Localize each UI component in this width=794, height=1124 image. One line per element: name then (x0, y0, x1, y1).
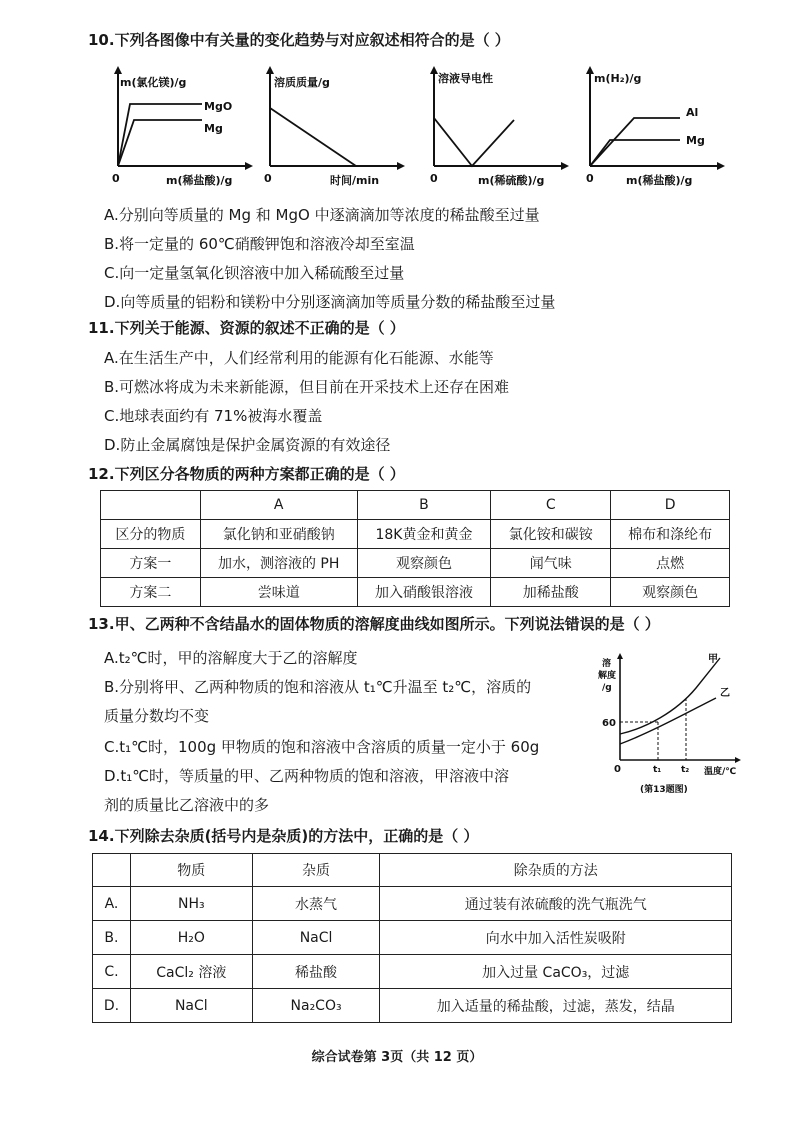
q10-graph-3 (420, 64, 570, 190)
graph3-origin: 0 (430, 172, 438, 185)
q13-xlabel: 温度/℃ (704, 767, 737, 777)
q12-stem: 12.下列区分各物质的两种方案都正确的是（ ） (88, 465, 405, 483)
table-cell: 水蒸气 (252, 887, 380, 921)
q13-t1: t₁ (653, 765, 662, 775)
q11-stem: 11.下列关于能源、资源的叙述不正确的是（ ） (88, 319, 405, 337)
table-cell: 点燃 (611, 549, 730, 578)
series-mgo-line (118, 104, 202, 166)
q13-origin: 0 (614, 764, 621, 775)
series-mg-line (590, 140, 680, 166)
table-row (93, 989, 732, 1023)
graph1-series-mgo: MgO (204, 100, 233, 113)
q13-option-d: D.t₁℃时，等质量的甲、乙两种物质的饱和溶液，甲溶液中溶 (104, 767, 510, 785)
table-cell: 物质 (130, 854, 252, 887)
graph4-series-mg: Mg (686, 134, 705, 147)
table-cell: 观察颜色 (611, 578, 730, 607)
table-cell: 氯化铵和碳铵 (491, 520, 611, 549)
graph4-origin: 0 (586, 172, 594, 185)
table-row (93, 887, 732, 921)
table-cell: 稀盐酸 (252, 955, 380, 989)
table-cell: NaCl (130, 989, 252, 1023)
table-cell: H₂O (130, 921, 252, 955)
series-yi-curve (620, 698, 716, 744)
q10-option-c: C.向一定量氢氧化钡溶液中加入稀硫酸至过量 (104, 264, 405, 282)
table-cell: 加入适量的稀盐酸，过滤，蒸发，结晶 (380, 989, 732, 1023)
graph3-xlabel: m(稀硫酸)/g (478, 174, 545, 187)
graph1-series-mg: Mg (204, 122, 223, 135)
q13-series-yi: 乙 (720, 688, 730, 699)
graph1-origin: 0 (112, 172, 120, 185)
table-row (101, 578, 730, 607)
q12-table (100, 490, 730, 607)
table-cell: B. (93, 921, 131, 955)
table-cell: 除杂质的方法 (380, 854, 732, 887)
series-mg-line (118, 120, 202, 166)
table-cell: 尝味道 (200, 578, 357, 607)
table-row (93, 955, 732, 989)
q11-option-b: B.可燃冰将成为未来新能源，但目前在开采技术上还存在困难 (104, 378, 510, 396)
q13-option-d-cont: 剂的质量比乙溶液中的多 (104, 796, 270, 814)
table-cell: 加稀盐酸 (491, 578, 611, 607)
q10-option-d: D.向等质量的铝粉和镁粉中分别逐滴滴加等质量分数的稀盐酸至过量 (104, 293, 556, 311)
table-cell: Na₂CO₃ (252, 989, 380, 1023)
q13-t2: t₂ (681, 765, 690, 775)
table-header-row (93, 854, 732, 887)
q13-option-b: B.分别将甲、乙两种物质的饱和溶液从 t₁℃升温至 t₂℃，溶质的 (104, 678, 532, 696)
conductivity-line (434, 118, 514, 166)
q13-series-jia: 甲 (708, 654, 718, 665)
graph4-ylabel: m(H₂)/g (594, 72, 642, 85)
table-cell: 氯化钠和亚硝酸钠 (200, 520, 357, 549)
q13-option-b-cont: 质量分数均不变 (104, 707, 210, 725)
table-cell: 加入硝酸银溶液 (357, 578, 491, 607)
table-cell: CaCl₂ 溶液 (130, 955, 252, 989)
table-cell: D (611, 491, 730, 520)
table-cell: B (357, 491, 491, 520)
table-cell: 观察颜色 (357, 549, 491, 578)
q10-option-b: B.将一定量的 60℃硝酸钾饱和溶液冷却至室温 (104, 235, 415, 253)
q10-graph-4 (576, 64, 726, 190)
q13-ylabel-2: 解度 (598, 671, 617, 681)
q13-option-a: A.t₂℃时，甲的溶解度大于乙的溶解度 (104, 649, 358, 667)
series-al-line (590, 118, 680, 166)
table-cell: 18K黄金和黄金 (357, 520, 491, 549)
table-cell: 区分的物质 (101, 520, 201, 549)
q10-option-a: A.分别向等质量的 Mg 和 MgO 中逐滴滴加等浓度的稀盐酸至过量 (104, 206, 540, 224)
table-cell: 方案一 (101, 549, 201, 578)
graph4-series-al: Al (686, 106, 699, 119)
table-cell: C. (93, 955, 131, 989)
table-cell: 加水，测溶液的 PH (200, 549, 357, 578)
q10-graph-1 (104, 64, 254, 190)
q10-graph-2 (256, 64, 406, 190)
series-jia-curve (620, 658, 720, 734)
q11-option-a: A.在生活生产中，人们经常利用的能源有化石能源、水能等 (104, 349, 494, 367)
table-cell: NH₃ (130, 887, 252, 921)
table-cell: 加入过量 CaCO₃，过滤 (380, 955, 732, 989)
table-cell (101, 491, 201, 520)
graph1-ylabel: m(氯化镁)/g (120, 76, 187, 89)
table-header-row (101, 491, 730, 520)
q13-ylabel-1: 溶 (602, 659, 612, 669)
table-cell: 闻气味 (491, 549, 611, 578)
q14-stem: 14.下列除去杂质(括号内是杂质)的方法中，正确的是（ ） (88, 827, 479, 845)
table-cell: 方案二 (101, 578, 201, 607)
table-row (93, 921, 732, 955)
page-footer: 综合试卷第 3页（共 12 页） (311, 1050, 483, 1065)
table-cell: 杂质 (252, 854, 380, 887)
q13-yvalue-60: 60 (602, 718, 616, 729)
q13-caption: (第13题图) (640, 785, 688, 795)
table-cell: C (491, 491, 611, 520)
table-cell: 棉布和涤纶布 (611, 520, 730, 549)
graph4-xlabel: m(稀盐酸)/g (626, 174, 693, 187)
graph2-ylabel: 溶质质量/g (274, 76, 330, 89)
q11-option-c: C.地球表面约有 71%被海水覆盖 (104, 407, 323, 425)
table-cell: D. (93, 989, 131, 1023)
q14-table (92, 853, 732, 1023)
q13-stem: 13.甲、乙两种不含结晶水的固体物质的溶解度曲线如图所示。下列说法错误的是（ ） (88, 615, 660, 633)
table-row (101, 520, 730, 549)
q13-ylabel-3: /g (602, 683, 612, 693)
table-cell: A. (93, 887, 131, 921)
q11-option-d: D.防止金属腐蚀是保护金属资源的有效途径 (104, 436, 391, 454)
table-cell: NaCl (252, 921, 380, 955)
table-cell: 向水中加入活性炭吸附 (380, 921, 732, 955)
q10-stem: 10.下列各图像中有关量的变化趋势与对应叙述相符合的是（ ） (88, 31, 510, 49)
table-cell: A (200, 491, 357, 520)
graph2-xlabel: 时间/min (330, 174, 380, 187)
table-cell (93, 854, 131, 887)
graph1-xlabel: m(稀盐酸)/g (166, 174, 233, 187)
q13-option-c: C.t₁℃时，100g 甲物质的饱和溶液中含溶质的质量一定小于 60g (104, 738, 540, 756)
table-row (101, 549, 730, 578)
table-cell: 通过装有浓硫酸的洗气瓶洗气 (380, 887, 732, 921)
solute-mass-line (270, 108, 356, 166)
graph3-ylabel: 溶液导电性 (438, 72, 493, 85)
graph2-origin: 0 (264, 172, 272, 185)
q13-solubility-graph (596, 650, 746, 800)
